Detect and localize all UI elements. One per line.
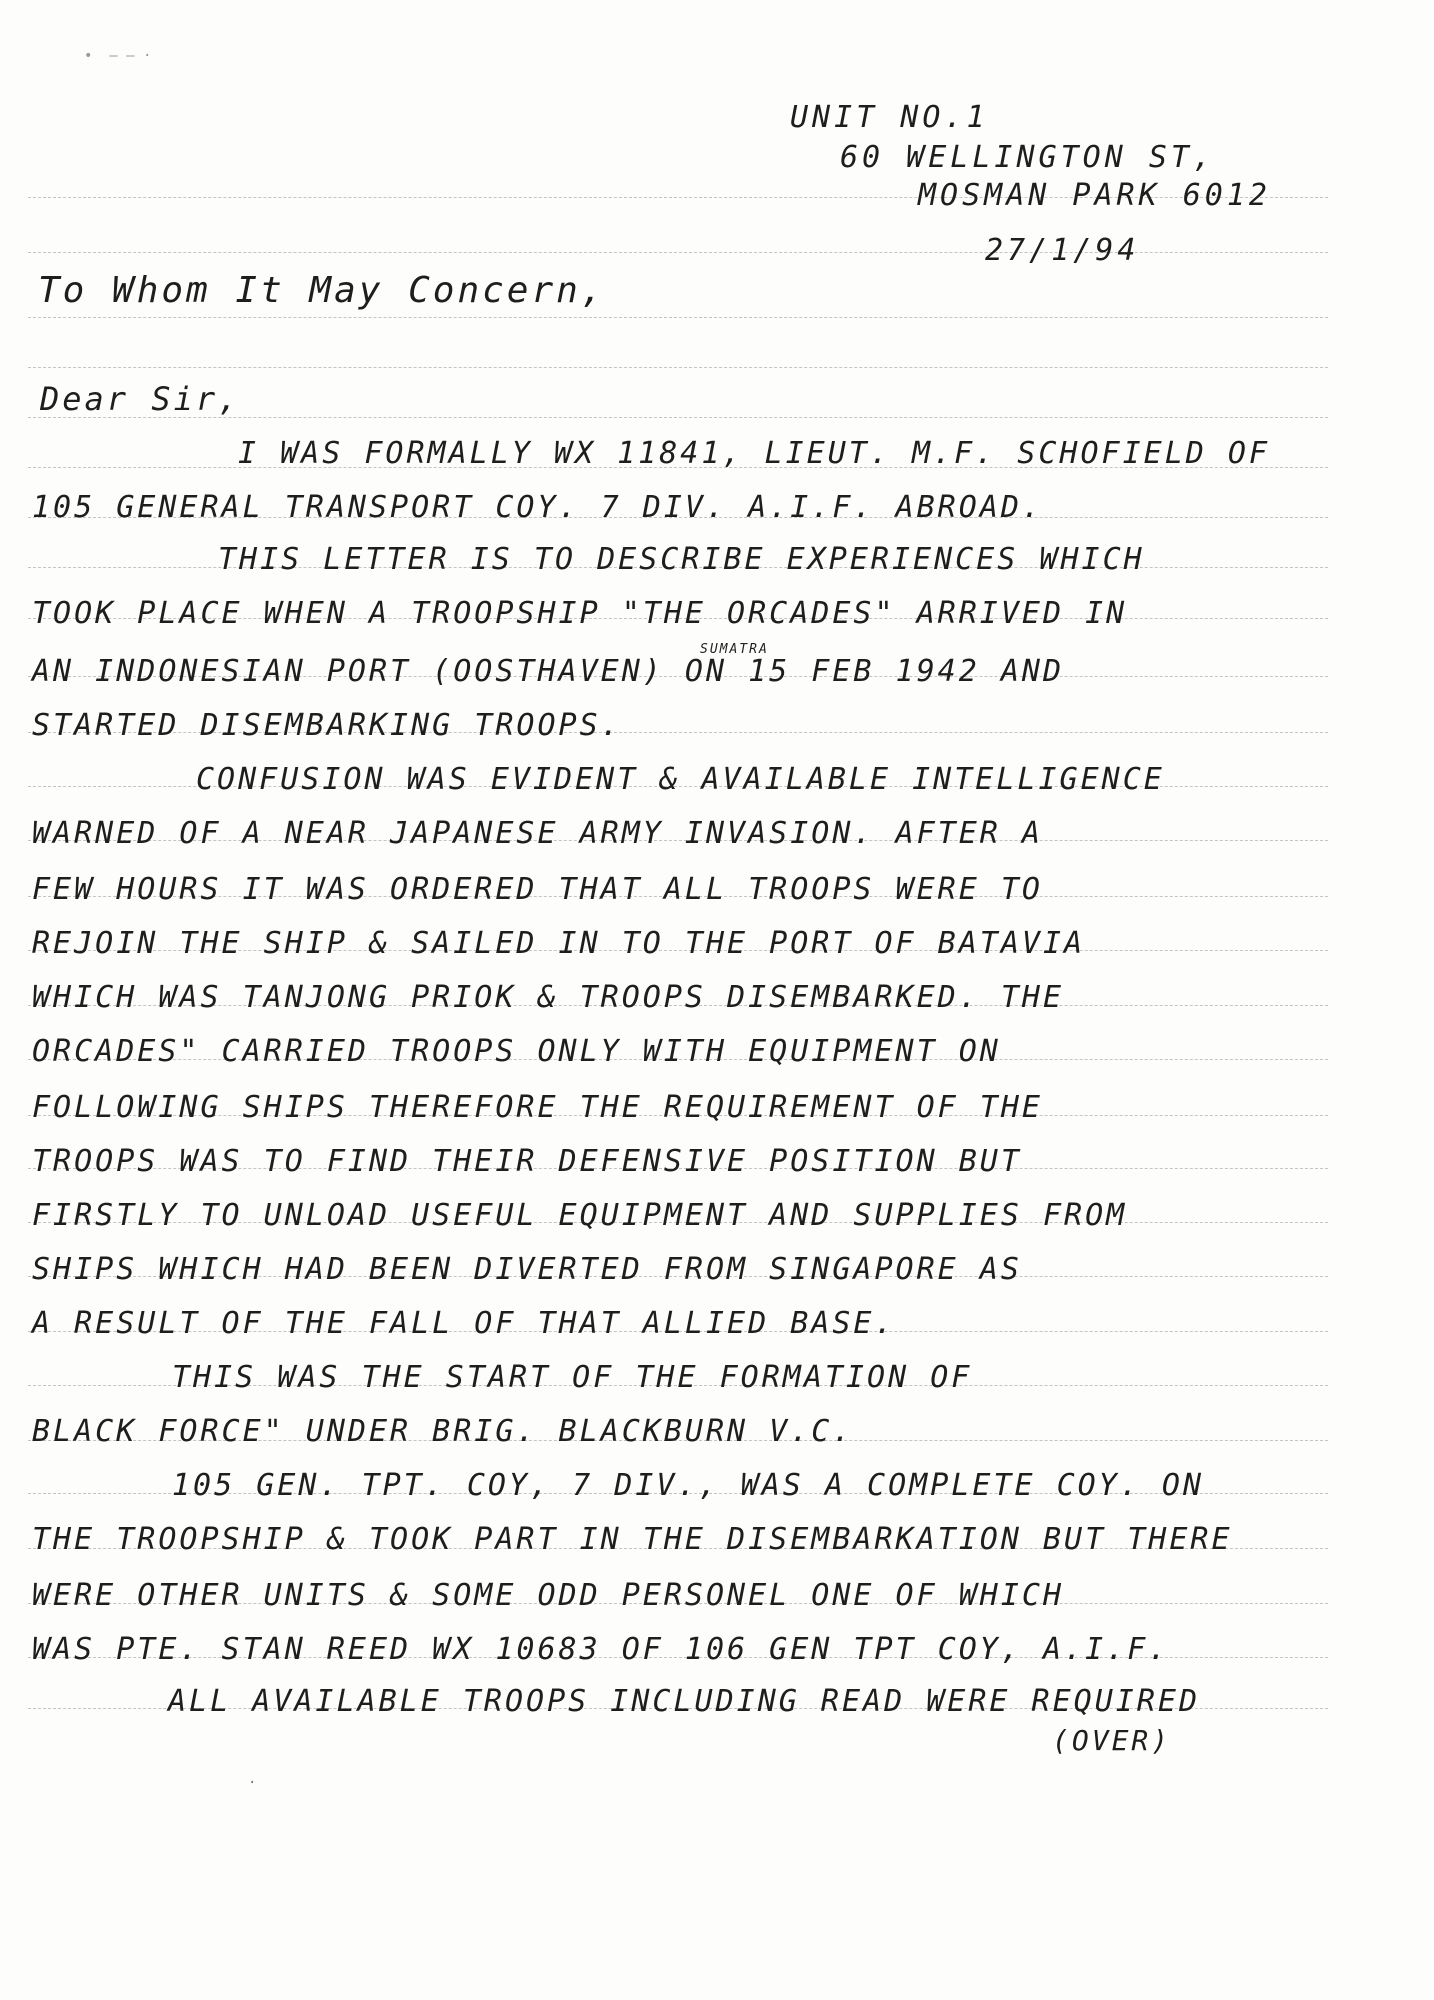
stray-dot: · <box>248 1775 257 1791</box>
body-line: ORCADES" CARRIED TROOPS ONLY WITH EQUIPMENT ON <box>32 1034 1001 1069</box>
stray-mark: • – – · <box>84 48 152 64</box>
insertion-note: SUMATRA <box>700 642 769 657</box>
body-line: AN INDONESIAN PORT (OOSTHAVEN) ON 15 FEB 1942 AND <box>32 654 1065 689</box>
body-line: WHICH WAS TANJONG PRIOK & TROOPS DISEMBARKED. THE <box>32 980 1065 1015</box>
body-line: A RESULT OF THE FALL OF THAT ALLIED BASE. <box>32 1306 896 1341</box>
body-line: WERE OTHER UNITS & SOME ODD PERSONEL ONE OF WHICH <box>32 1578 1065 1613</box>
body-line: FOLLOWING SHIPS THEREFORE THE REQUIREMENT OF THE <box>32 1090 1043 1125</box>
address-line-3: MOSMAN PARK 6012 <box>918 178 1271 213</box>
body-line: 105 GENERAL TRANSPORT COY. 7 DIV. A.I.F. ABROAD. <box>32 490 1043 525</box>
body-line: CONFUSION WAS EVIDENT & AVAILABLE INTELLIGENCE <box>196 762 1165 797</box>
ruled-line <box>28 367 1328 368</box>
address-line-2: 60 WELLINGTON ST, <box>840 140 1216 175</box>
body-line: WARNED OF A NEAR JAPANESE ARMY INVASION. AFTER A <box>32 816 1043 851</box>
body-line: TROOPS WAS TO FIND THEIR DEFENSIVE POSITION BUT <box>32 1144 1022 1179</box>
body-line: FEW HOURS IT WAS ORDERED THAT ALL TROOPS WERE TO <box>32 872 1043 907</box>
body-line: THIS WAS THE START OF THE FORMATION OF <box>172 1360 973 1395</box>
body-line: FIRSTLY TO UNLOAD USEFUL EQUIPMENT AND SUPPLIES FROM <box>32 1198 1128 1233</box>
body-line: I WAS FORMALLY WX 11841, LIEUT. M.F. SCHOFIELD OF <box>238 436 1271 471</box>
body-line: THE TROOPSHIP & TOOK PART IN THE DISEMBARKATION BUT THERE <box>32 1522 1233 1557</box>
letter-date: 27/1/94 <box>985 233 1140 268</box>
body-line: SHIPS WHICH HAD BEEN DIVERTED FROM SINGAPORE AS <box>32 1252 1022 1287</box>
body-line: WAS PTE. STAN REED WX 10683 OF 106 GEN TPT COY, A.I.F. <box>32 1632 1170 1667</box>
body-line: ALL AVAILABLE TROOPS INCLUDING READ WERE REQUIRED <box>168 1684 1201 1719</box>
body-line: THIS LETTER IS TO DESCRIBE EXPERIENCES WHICH <box>218 542 1145 577</box>
body-line: TOOK PLACE WHEN A TROOPSHIP "THE ORCADES" ARRIVED IN <box>32 596 1128 631</box>
body-line: REJOIN THE SHIP & SAILED IN TO THE PORT OF BATAVIA <box>32 926 1086 961</box>
body-line: 105 GEN. TPT. COY, 7 DIV., WAS A COMPLETE COY. ON <box>172 1468 1205 1503</box>
body-line: STARTED DISEMBARKING TROOPS. <box>32 708 622 743</box>
salutation: To Whom It May Concern, <box>38 270 606 311</box>
ruled-line <box>28 317 1328 318</box>
continued-over-note: (OVER) <box>1052 1724 1172 1757</box>
greeting: Dear Sir, <box>40 380 241 418</box>
body-line: BLACK FORCE" UNDER BRIG. BLACKBURN V.C. <box>32 1414 854 1449</box>
address-line-1: UNIT NO.1 <box>790 100 989 135</box>
